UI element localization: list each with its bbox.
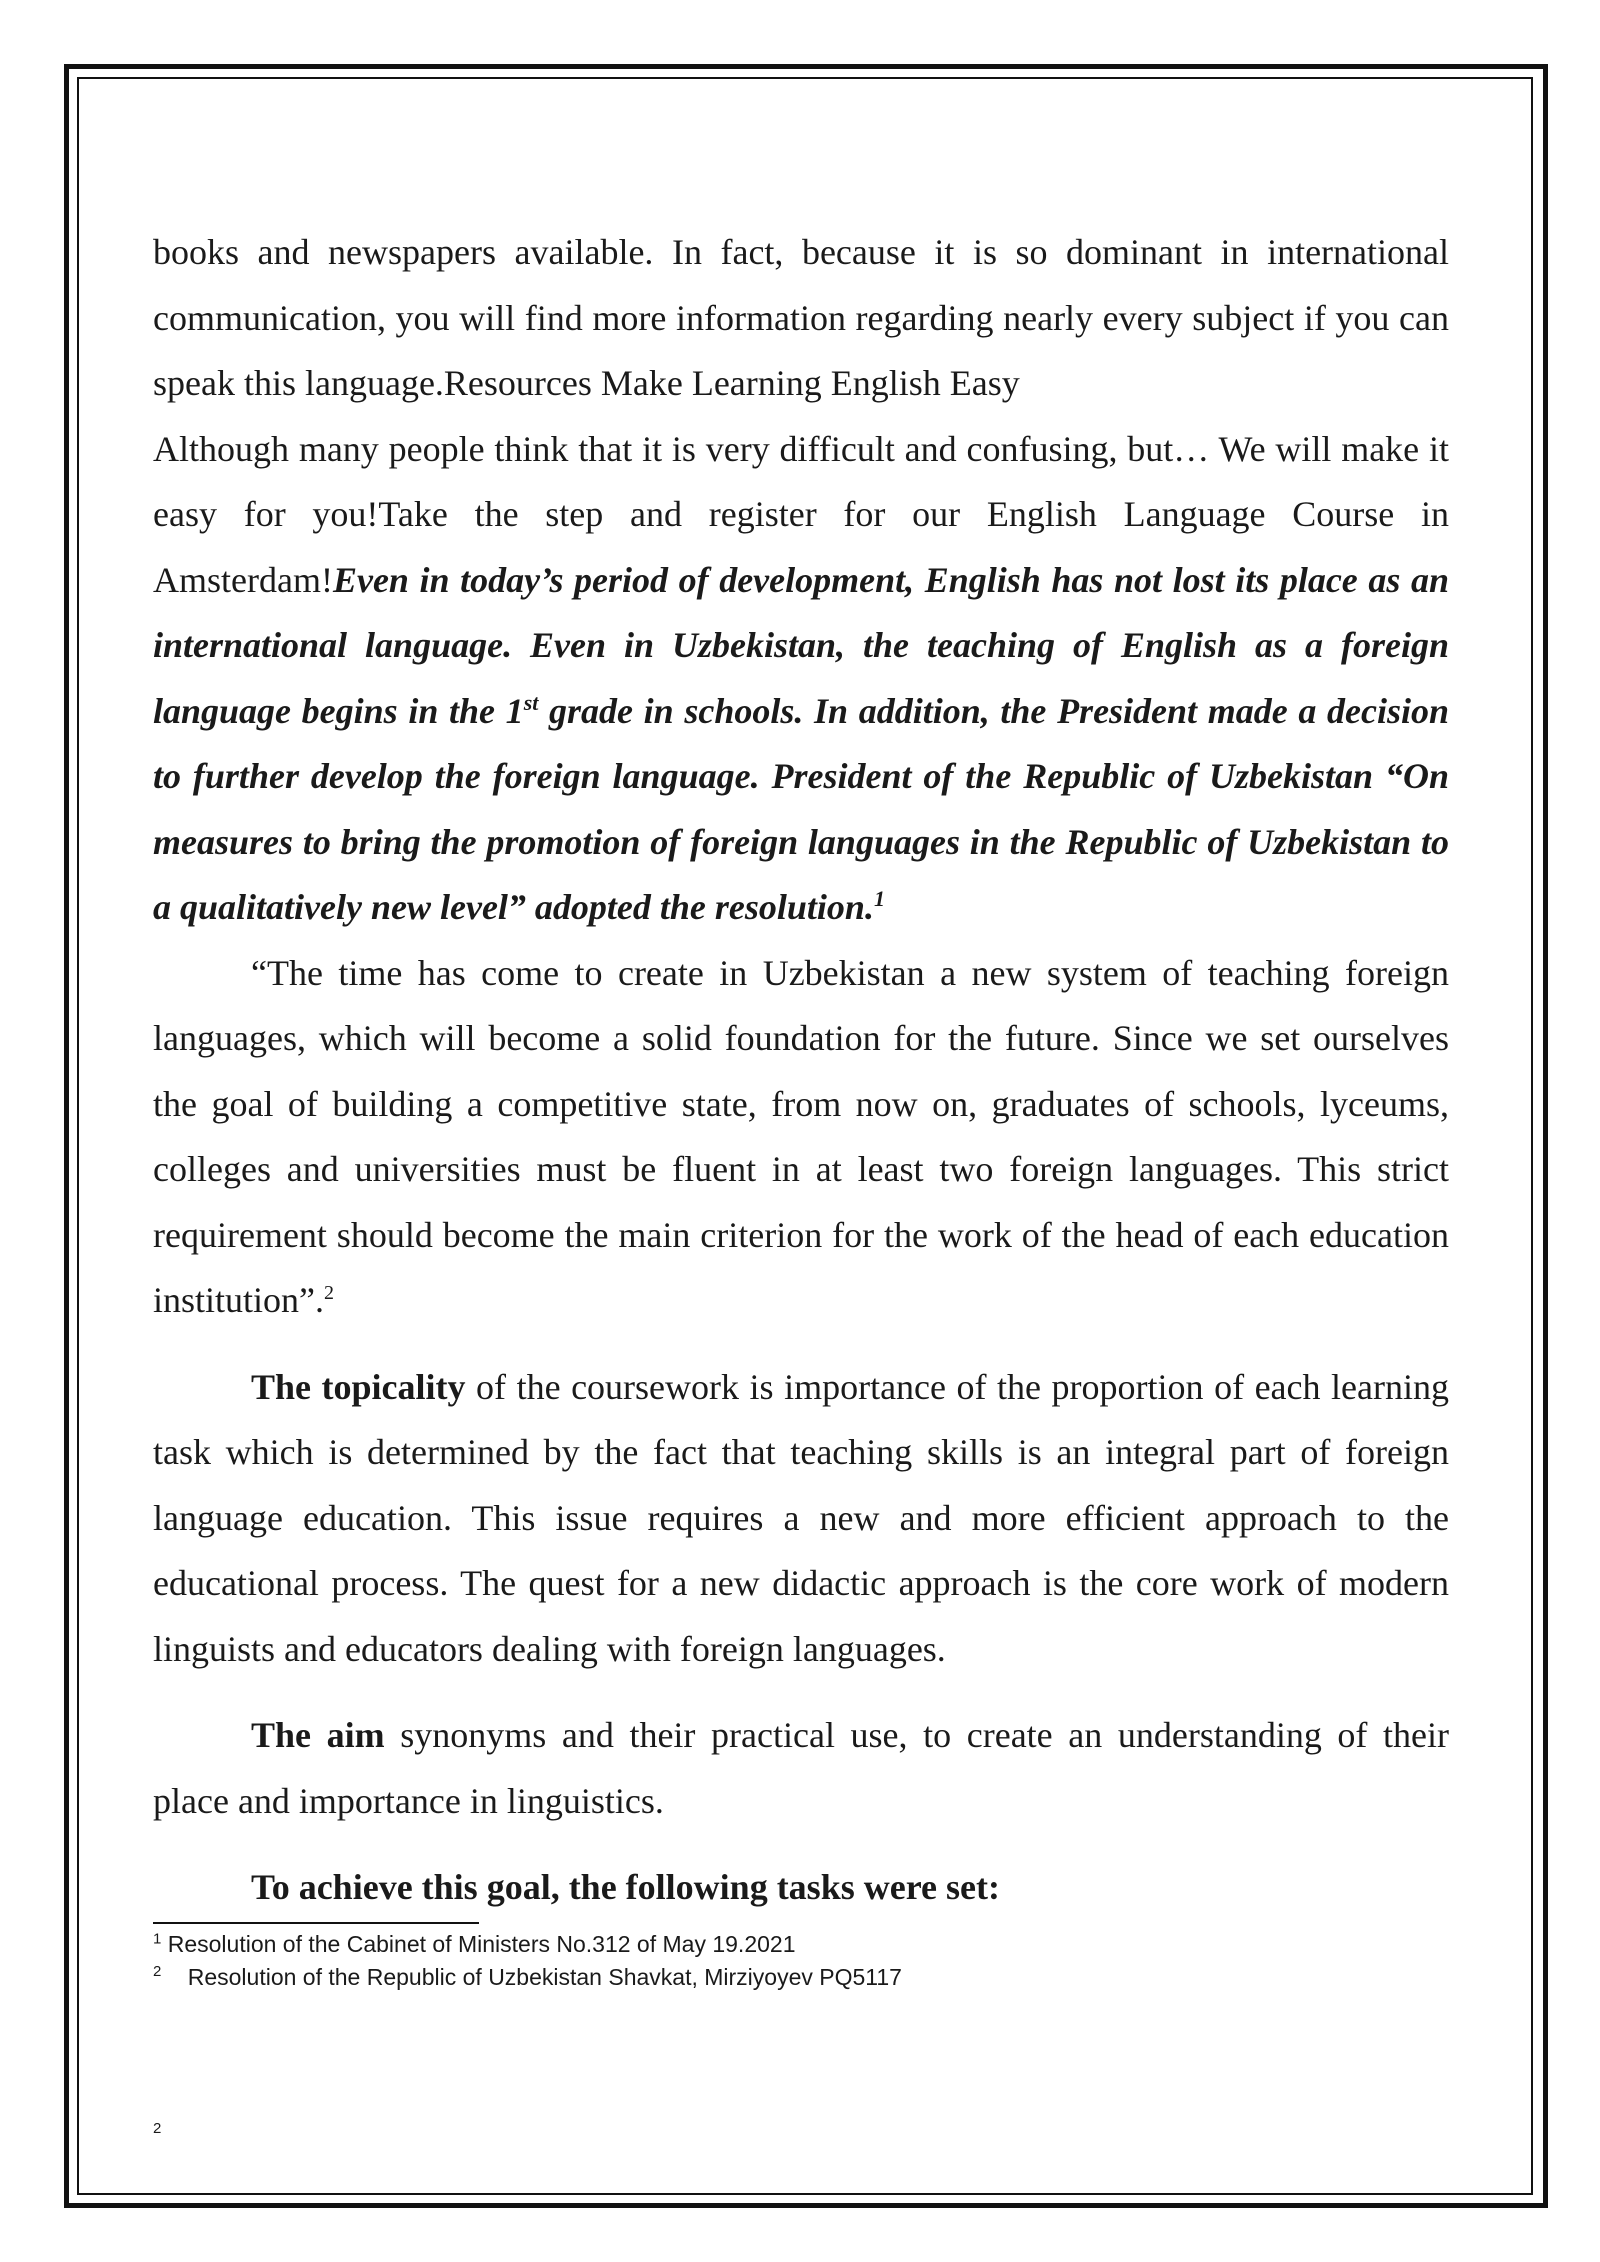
emphasis-text-a: Even in today’s period of development, English has not lost its place as an international language. Even in Uzbekistan, the teaching of English as a foreign language begins in the 1: [153, 559, 1449, 731]
aim-text: synonyms and their practical use, to create an understanding of their place and importance in linguistics.: [153, 1715, 1449, 1821]
topicality-heading: The topicality: [251, 1366, 466, 1407]
footnote-ref-1[interactable]: 1: [873, 886, 885, 911]
footnote-2: [153, 1961, 1449, 1994]
aim-heading: The aim: [251, 1715, 385, 1755]
footnote-1: [153, 1928, 1449, 1961]
footnote-1-text: Resolution of the Cabinet of Ministers No.312 of May 19.2021: [167, 1931, 796, 1957]
quote-text: “The time has come to create in Uzbekistan a new system of teaching foreign languages, which will become a solid foundation for the future. Since we set ourselves the goal of building a competitive state, from now on, graduates of schools, lyceums, colleges and universities must be fluent in at least two foreign languages. This strict requirement should become the main criterion for the work of the head of each education institution”.: [153, 952, 1449, 1320]
footnote-separator: [153, 1922, 479, 1924]
paragraph-aim: [153, 1703, 1449, 1834]
ordinal-suffix: st: [523, 689, 539, 715]
paragraph-tasks-heading: [153, 1855, 1449, 1921]
footnote-2-text: Resolution of the Republic of Uzbekistan Shavkat, Mirziyoyev PQ5117: [187, 1964, 902, 1990]
paragraph-2-text: Although many people think that it is very difficult and confusing, but… We will make it easy for you!Take the step and register for our English Language Course in Amsterdam!: [153, 428, 1449, 600]
document-body: [153, 220, 1449, 1921]
tasks-heading: To achieve this goal, the following tasks were set:: [251, 1867, 1000, 1907]
paragraph-topicality: [153, 1355, 1449, 1683]
footnotes: [153, 1928, 1449, 1994]
footnote-1-number: 1: [153, 1930, 162, 1948]
paragraph-1: books and newspapers available. In fact, because it is so dominant in international communication, you will find more information regarding nearly every subject if you can speak this language.Resources Make Learning English Easy: [153, 232, 1449, 403]
topicality-text: of the coursework is importance of the proportion of each learning task which is determined by the fact that teaching skills is an integral part of foreign language education. This issue requires a new and more efficient approach to the educational process. The quest for a new didactic approach is the core work of modern linguists and educators dealing with foreign languages.: [153, 1366, 1449, 1669]
emphasis-text-b: grade in schools. In addition, the President made a decision to further develop the foreign language. President of the Republic of Uzbekistan “On measures to bring the promotion of foreign languages in the Republic of Uzbekistan to a qualitatively new level” adopted the resolution.: [153, 690, 1449, 927]
paragraph-3-quote: [153, 941, 1449, 1334]
paragraph-2-emphasis: [153, 560, 1449, 928]
footnote-2-number: 2: [153, 1963, 162, 1981]
paragraph-2: [153, 417, 1449, 941]
page-number: 2: [153, 2120, 162, 2137]
footnote-ref-2[interactable]: 2: [324, 1282, 334, 1304]
